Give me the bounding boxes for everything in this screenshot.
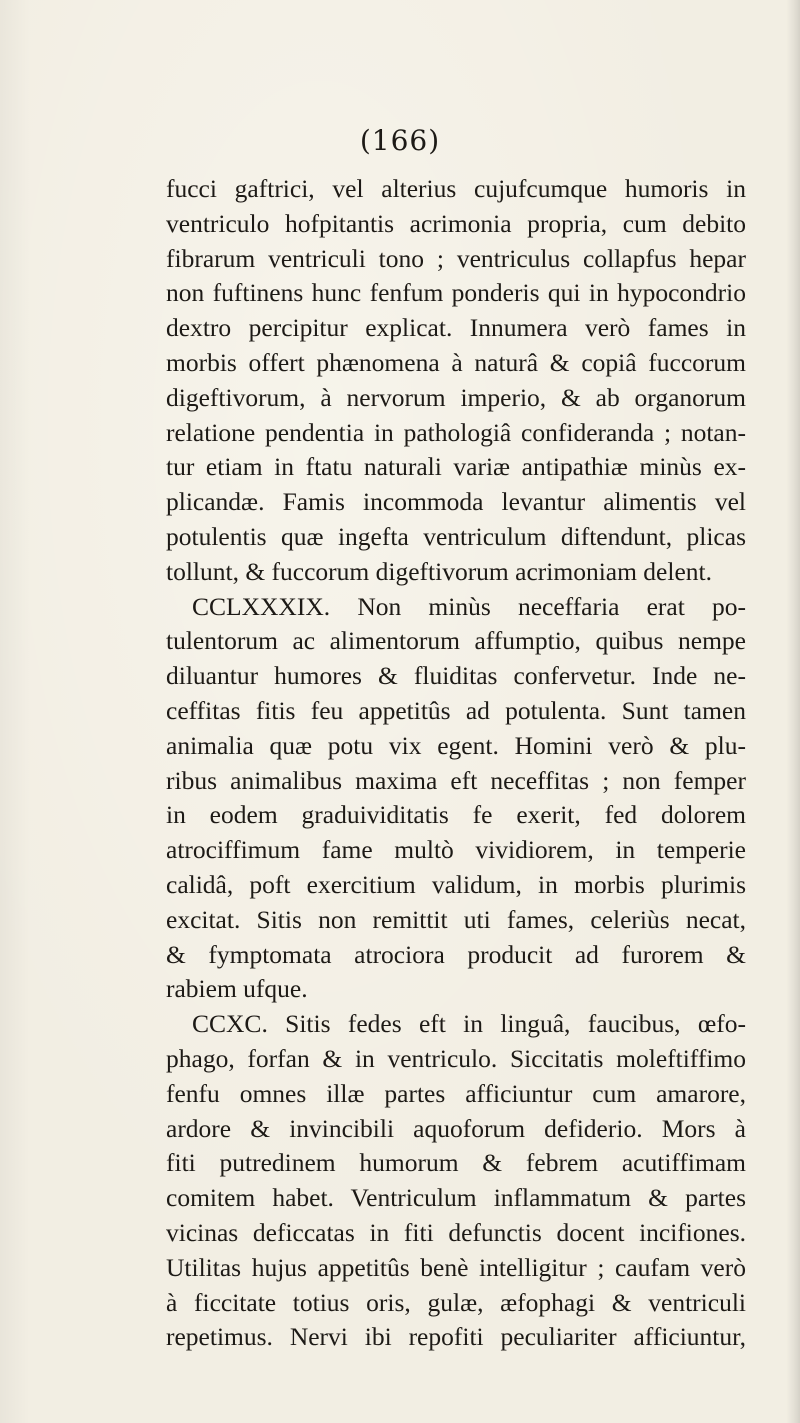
text-line: ceffitas fitis feu appetitûs ad potulenta. Sunt tamen: [166, 695, 746, 725]
text-line: calidâ, poft exercitium validum, in morbis plurimis: [166, 869, 746, 899]
text-line: vicinas deficcatas in fiti defunctis docent incifiones.: [166, 1217, 746, 1247]
text-line: phago, forfan & in ventriculo. Siccitatis moleftiffimo: [166, 1043, 746, 1073]
text-line: digeftivorum, à nervorum imperio, & ab organorum: [166, 382, 746, 412]
text-line: excitat. Sitis non remittit uti fames, celeriùs necat,: [166, 904, 746, 934]
text-line: fucci gaftrici, vel alterius cujufcumque humoris in: [166, 174, 746, 203]
text-line: atrociffimum fame multò vividiorem, in temperie: [166, 835, 746, 865]
text-line: non fuftinens hunc fenfum ponderis qui in hypocondrio: [166, 278, 746, 308]
text-line: tulentorum ac alimentorum affumptio, quibus nempe: [166, 626, 746, 656]
text-line: tur etiam in ftatu naturali variæ antipathiæ minùs ex-: [166, 452, 746, 482]
text-line: tollunt, & fuccorum digeftivorum acrimoniam delent.: [166, 556, 712, 586]
page-number: (166): [359, 124, 441, 157]
text-line: relatione pendentia in pathologiâ confideranda ; notan-: [166, 417, 746, 447]
text-line: potulentis quæ ingefta ventriculum diftendunt, plicas: [166, 521, 746, 551]
text-line: Utilitas hujus appetitûs benè intelligitur ; caufam verò: [166, 1252, 746, 1282]
text-line: plicandæ. Famis incommoda levantur alimentis vel: [166, 487, 746, 517]
text-line: CCLXXXIX. Non minùs neceffaria erat po-: [192, 591, 746, 621]
text-line: à ficcitate totius oris, gulæ, æfophagi & ventriculi: [166, 1287, 746, 1317]
text-line: dextro percipitur explicat. Innumera verò fames in: [166, 313, 746, 343]
text-line: ardore & invincibili aquoforum defiderio. Mors à: [166, 1113, 746, 1143]
text-line: ventriculo hofpitantis acrimonia propria, cum debito: [166, 208, 746, 238]
text-line: rabiem ufque.: [166, 974, 308, 1004]
text-line: ribus animalibus maxima eft neceffitas ; non femper: [166, 765, 746, 795]
text-line: comitem habet. Ventriculum inflammatum & partes: [166, 1183, 746, 1213]
text-line: morbis offert phænomena à naturâ & copiâ fuccorum: [166, 347, 746, 377]
text-line: CCXC. Sitis fedes eft in linguâ, faucibus, œfo-: [192, 1009, 746, 1039]
text-line: & fymptomata atrociora producit ad furorem &: [166, 939, 746, 969]
text-line: fiti putredinem humorum & febrem acutiffimam: [166, 1148, 746, 1178]
body-text: [166, 172, 746, 1355]
text-line: animalia quæ potu vix egent. Homini verò & plu-: [166, 730, 746, 760]
text-line: in eodem graduividitatis fe exerit, fed dolorem: [166, 800, 746, 830]
text-line: repetimus. Nervi ibi repofiti peculiariter afficiuntur,: [166, 1322, 746, 1352]
page-edge-shadow: [786, 0, 800, 1423]
text-line: fibrarum ventriculi tono ; ventriculus collapfus hepar: [166, 243, 746, 273]
text-line: fenfu omnes illæ partes afficiuntur cum amarore,: [166, 1078, 746, 1108]
text-line: diluantur humores & fluiditas confervetur. Inde ne-: [166, 661, 746, 691]
